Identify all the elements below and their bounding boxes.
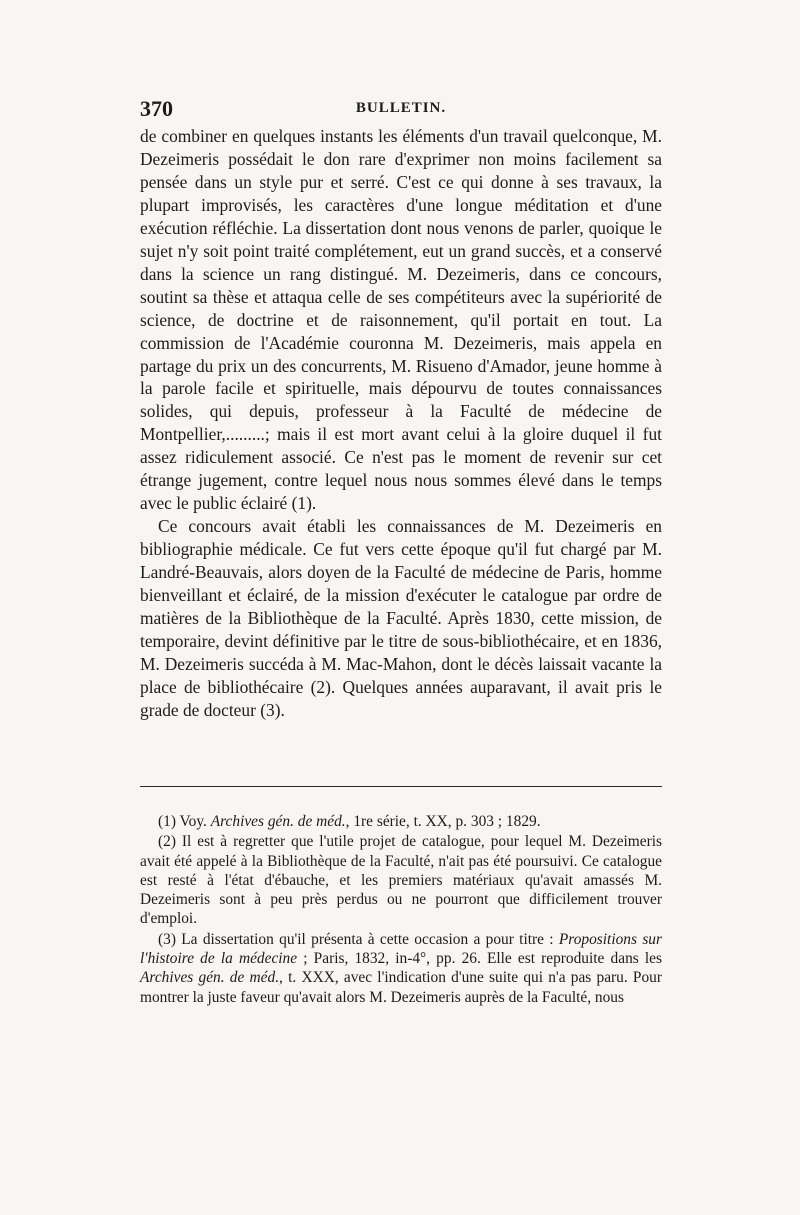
footnotes	[140, 812, 662, 1007]
page-header	[140, 96, 662, 126]
footnote-3-journal: Archives gén. de méd.	[140, 969, 280, 987]
running-head: BULLETIN.	[355, 100, 447, 116]
main-text	[140, 125, 662, 722]
footnote-1-rest: , 1re série, t. XX, p. 303 ; 1829.	[345, 813, 541, 830]
body-paragraph: Ce concours avait établi les connaissances de M. Dezeimeris en bibliographie médicale. Ce fut vers cette époque qu'il fut chargé par M. Landré-Beauvais, alors doyen de la Faculté de médecine de Paris, homme bienveillant et éclairé, de la mission d'exécuter le catalogue par ordre de matières de la Bibliothèque de la Faculté. Après 1830, cette mission, de temporaire, devint définitive par le titre de sous-bibliothécaire, et en 1836, M. Dezeimeris succéda à M. Mac-Mahon, dont le décès laissait vacante la place de bibliothécaire (2). Quelques années auparavant, il avait pris le grade de docteur (3).	[140, 516, 662, 720]
page-number: 370	[140, 96, 173, 121]
footnote-1	[140, 812, 662, 831]
body-paragraph: de combiner en quelques instants les éléments d'un travail quelconque, M. Dezeimeris possédait le don rare d'exprimer non moins facilement sa pensée dans un style pur et serré. C'est ce qui donne à ses travaux, la plupart improvisés, les caractères d'une longue méditation et d'une exécution réfléchie. La dissertation dont nous venons de parler, quoique le sujet n'y soit point traité complétement, eut un grand succès, et a conservé dans la science un rang distingué. M. Dezeimeris, dans ce concours, soutint sa thèse et attaqua celle de ses compétiteurs avec la supériorité de science, de doctrine et de raisonnement, qu'il portait en tout. La commission de l'Académie couronna M. Dezeimeris, mais appela en partage du prix un des concurrents, M. Risueno d'Amador, jeune homme à la parole facile et spirituelle, mais dépourvu de toutes connaissances solides, qui depuis, professeur à la Faculté de médecine de Montpellier,.........; mais il est mort avant celui à la gloire duquel il fut assez ridiculement associé. Ce n'est pas le moment de revenir sur cet étrange jugement, contre lequel nous nous sommes élevé dans le temps avec le public éclairé (1).	[140, 126, 662, 514]
footnote-separator	[140, 786, 662, 787]
footnote-1-journal: Archives gén. de méd.	[210, 813, 346, 830]
footnote-3	[140, 930, 662, 1007]
footnote-3-title: Propositions sur l'histoire de la médecine	[140, 930, 662, 968]
footnote-1-lead: (1) Voy.	[158, 813, 211, 830]
footnote-3-rest: , t. XXX, avec l'indication d'une suite qui n'a pas paru. Pour montrer la juste faveur qu'avait alors M. Dezeimeris auprès de la Faculté, nous	[140, 969, 662, 1006]
footnote-3-mid: ; Paris, 1832, in-4°, pp. 26. Elle est reproduite dans les	[297, 950, 662, 968]
footnote-3-lead: (3) La dissertation qu'il présenta à cette occasion a pour titre :	[158, 930, 559, 948]
footnote-2: (2) Il est à regretter que l'utile projet de catalogue, pour lequel M. Dezeimeris avait été appelé à la Bibliothèque de la Faculté, n'ait pas été poursuivi. Ce catalogue est resté à l'état d'ébauche, et les premiers matériaux qu'avait amassés M. Dezeimeris sont à peu près perdus ou ne pourront que difficilement trouver d'emploi.	[140, 833, 662, 928]
